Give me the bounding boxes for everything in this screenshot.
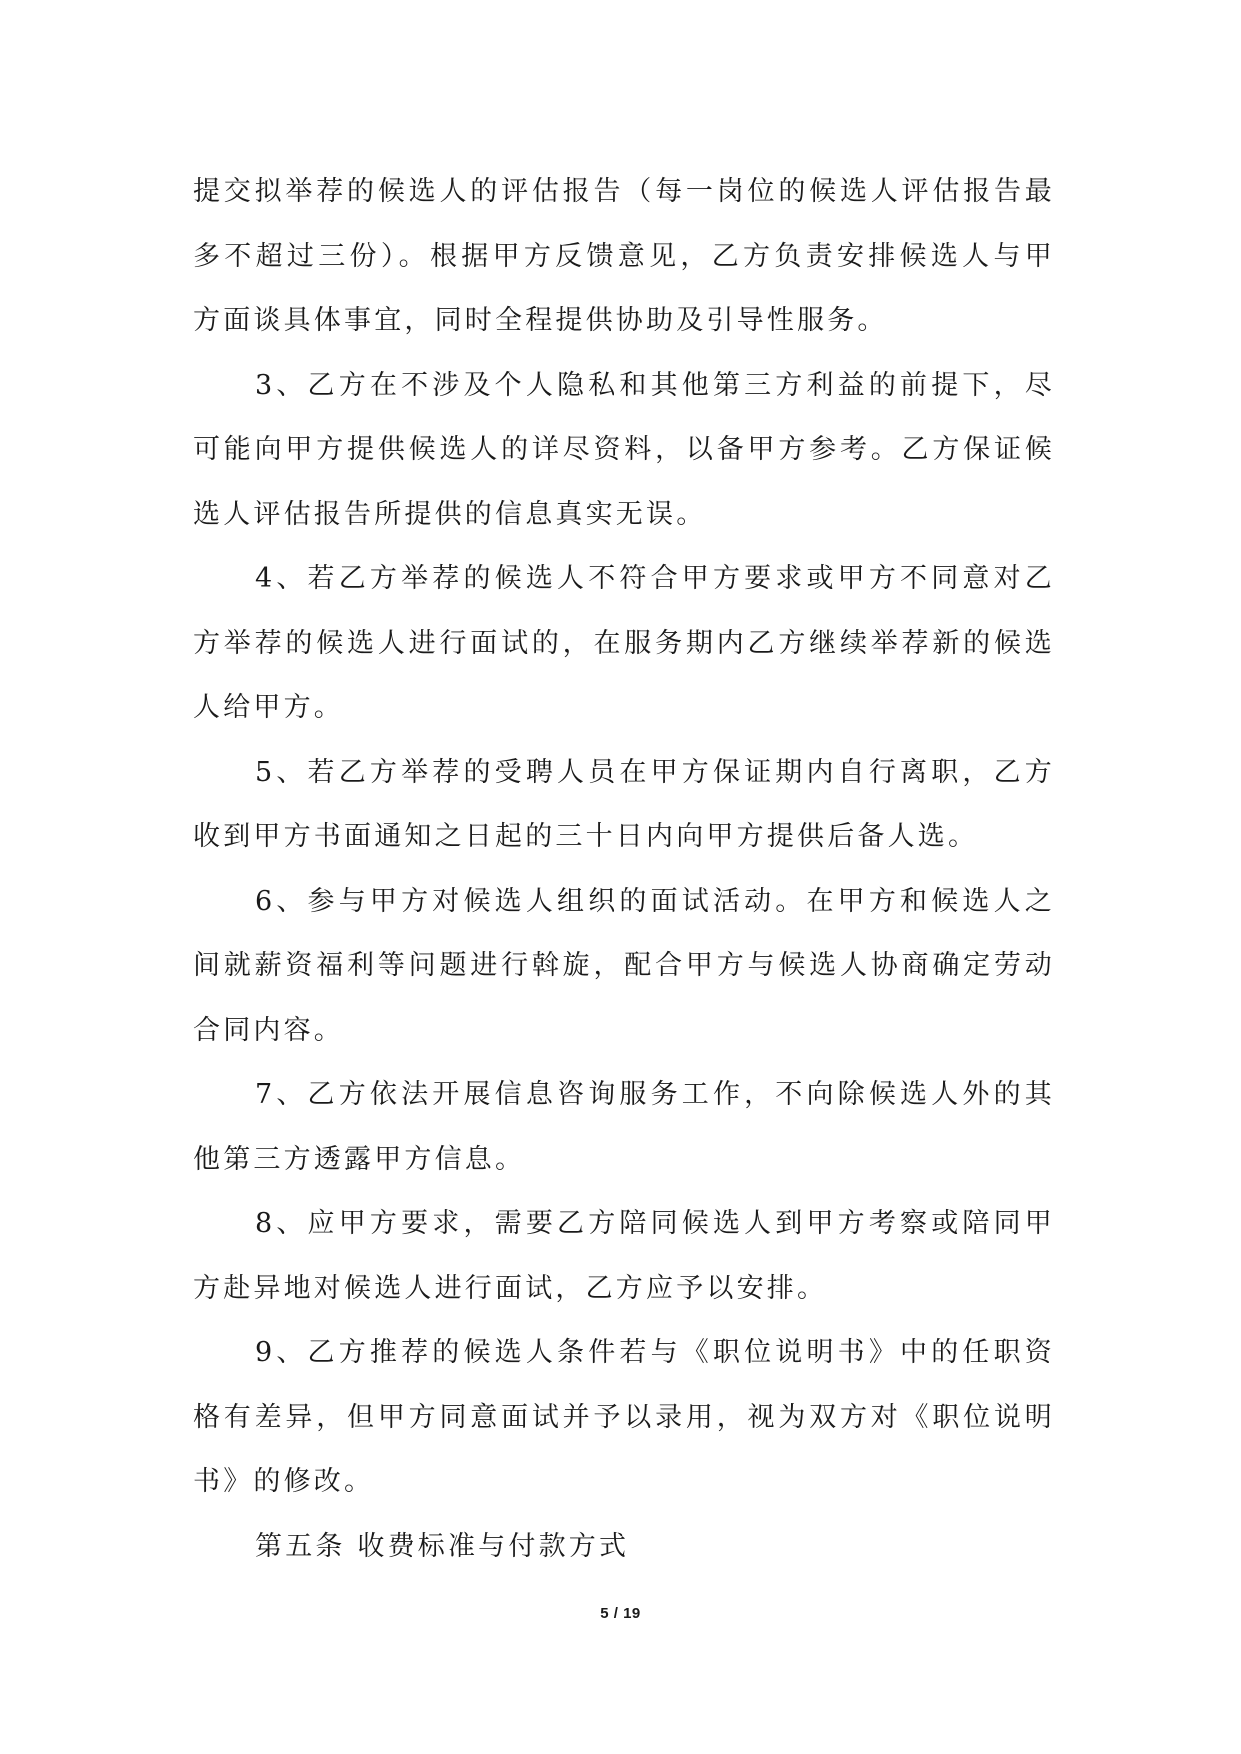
section-heading: 第五条 收费标准与付款方式	[255, 1530, 630, 1562]
paragraph-item-4: 4、若乙方举荐的候选人不符合甲方要求或甲方不同意对乙方举荐的候选人进行面试的，在服务期内乙方继续举荐新的候选人给甲方。	[193, 563, 1055, 723]
paragraph-item-3: 3、乙方在不涉及个人隐私和其他第三方利益的前提下，尽可能向甲方提供候选人的详尽资料，以备甲方参考。乙方保证候选人评估报告所提供的信息真实无误。	[193, 369, 1055, 530]
paragraph-item-6: 6、参与甲方对候选人组织的面试活动。在甲方和候选人之间就薪资福利等问题进行斡旋，配合甲方与候选人协商确定劳动合同内容。	[193, 885, 1055, 1046]
paragraph-item-5: 5、若乙方举荐的受聘人员在甲方保证期内自行离职，乙方收到甲方书面通知之日起的三十日内向甲方提供后备人选。	[193, 756, 1055, 852]
paragraph-item-8: 8、应甲方要求，需要乙方陪同候选人到甲方考察或陪同甲方赴异地对候选人进行面试，乙方应予以安排。	[193, 1208, 1055, 1304]
paragraph-item-9: 9、乙方推荐的候选人条件若与《职位说明书》中的任职资格有差异，但甲方同意面试并予以录用，视为双方对《职位说明书》的修改。	[193, 1337, 1055, 1497]
page-number: 5 / 19	[600, 1605, 641, 1622]
paragraph-continuation: 提交拟举荐的候选人的评估报告（每一岗位的候选人评估报告最多不超过三份）。根据甲方反馈意见，乙方负责安排候选人与甲方面谈具体事宜，同时全程提供协助及引导性服务。	[193, 176, 1055, 336]
paragraph-item-7: 7、乙方依法开展信息咨询服务工作，不向除候选人外的其他第三方透露甲方信息。	[193, 1079, 1055, 1175]
document-body	[193, 160, 1055, 1579]
